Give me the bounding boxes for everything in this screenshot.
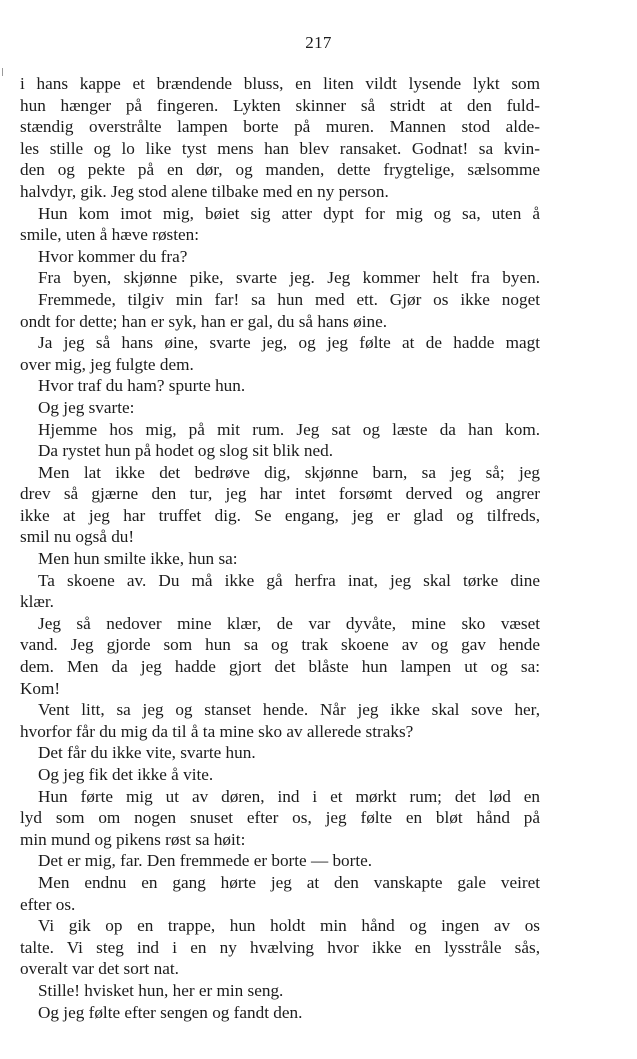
text-line: klær. [20,592,54,612]
text-line: vand. Jeg gjorde som hun sa og trak skoene av og gav hende [20,635,540,655]
text-line: smil nu også du! [20,527,135,547]
text-line: Da rystet hun på hodet og slog sit blik ned. [38,441,334,461]
text-line: les stille og lo like tyst mens han blev ransaket. Godnat! sa kvin- [20,138,540,158]
text-line: smile, uten å hæve røsten: [20,225,200,245]
text-line: Fra byen, skjønne pike, svarte jeg. Jeg kommer helt fra byen. [38,268,540,288]
text-line: Det er mig, far. Den fremmede er borte — borte. [38,851,373,871]
text-line: Kom! [20,678,61,698]
text-line: Det får du ikke vite, svarte hun. [38,743,256,763]
text-line: Men hun smilte ikke, hun sa: [38,549,238,569]
text-line: dem. Men da jeg hadde gjort det blåste hun lampen ut og sa: [20,657,540,677]
text-line: min mund og pikens røst sa høit: [20,829,246,849]
text-line: Hvor traf du ham? spurte hun. [38,376,246,396]
text-line: hvorfor får du mig da til å ta mine sko av allerede straks? [20,721,414,741]
text-line: overalt var det sort nat. [20,959,179,979]
body-text [20,73,540,1023]
text-line: lyd som om nogen snuset efter os, jeg følte en bløt hånd på [20,808,540,828]
page-number: 217 [305,33,332,52]
text-line: Stille! hvisket hun, her er min seng. [38,980,284,1000]
text-line: efter os. [20,894,76,914]
text-line: hun hænger på fingeren. Lykten skinner så stridt at den fuld- [20,95,540,115]
text-line: ikke at jeg har truffet dig. Se engang, jeg er glad og tilfreds, [20,505,540,525]
text-line: Hjemme hos mig, på mit rum. Jeg sat og læste da han kom. [38,419,540,439]
text-line: Hun kom imot mig, bøiet sig atter dypt for mig og sa, uten å [38,203,540,223]
text-line: halvdyr, gik. Jeg stod alene tilbake med en ny person. [20,181,389,201]
text-line: Fremmede, tilgiv min far! sa hun med ett. Gjør os ikke noget [38,289,540,309]
text-line: drev så gjærne den tur, jeg har intet forsømt derved og angrer [20,484,540,504]
margin-mark [2,68,3,76]
text-line: Og jeg følte efter sengen og fandt den. [38,1002,303,1022]
text-line: talte. Vi steg ind i en ny hvælving hvor ikke en lysstråle sås, [20,937,540,957]
text-line: Hun førte mig ut av døren, ind i et mørkt rum; det lød en [38,786,540,806]
text-line: ondt for dette; han er syk, han er gal, du så hans øine. [20,311,388,331]
text-line: Hvor kommer du fra? [38,246,188,266]
text-line: Vi gik op en trappe, hun holdt min hånd og ingen av os [38,916,540,936]
text-line: Og jeg fik det ikke å vite. [38,765,214,784]
text-line: Jeg så nedover mine klær, de var dyvåte, mine sko væset [38,613,540,633]
text-line: Men endnu en gang hørte jeg at den vanskapte gale veiret [38,872,540,892]
text-line: Og jeg svarte: [38,397,135,417]
text-line: Vent litt, sa jeg og stanset hende. Når jeg ikke skal sove her, [38,700,540,720]
text-line: over mig, jeg fulgte dem. [20,354,194,374]
text-line: den og pekte på en dør, og manden, dette frygtelige, sælsomme [20,160,540,180]
text-line: Ta skoene av. Du må ikke gå herfra inat, jeg skal tørke dine [38,570,540,590]
text-line: stændig overstrålte lampen borte på muren. Mannen stod alde- [20,117,540,137]
text-line: Men lat ikke det bedrøve dig, skjønne barn, sa jeg så; jeg [38,462,540,482]
text-line: i hans kappe et brændende bluss, en liten vildt lysende lykt som [20,74,540,93]
text-line: Ja jeg så hans øine, svarte jeg, og jeg følte at de hadde magt [38,333,540,353]
